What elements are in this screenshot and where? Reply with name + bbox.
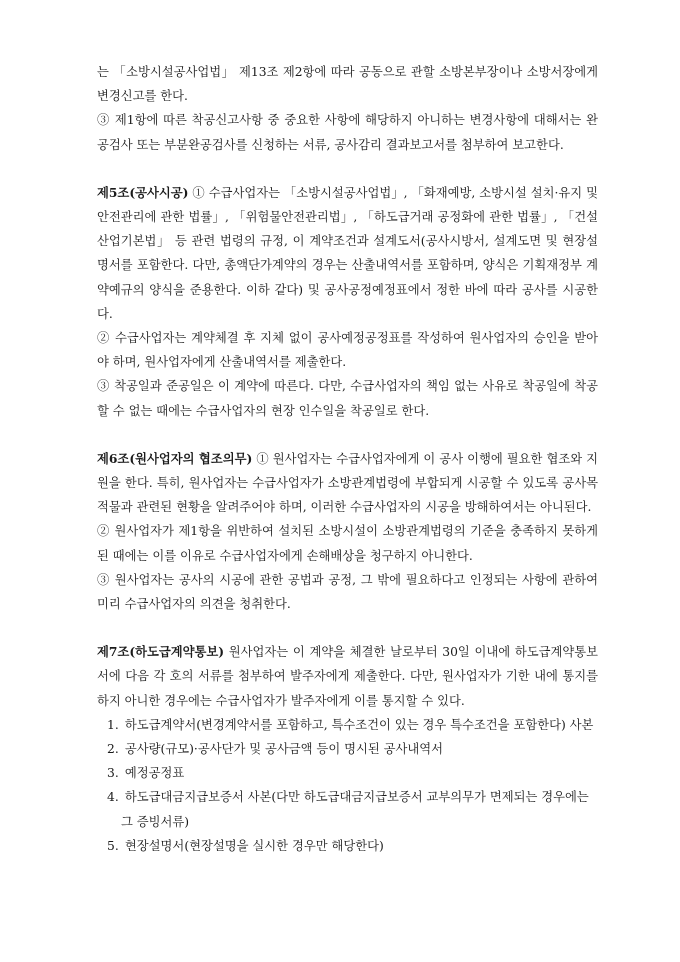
article-5 <box>97 181 598 423</box>
article-6 <box>97 447 598 616</box>
list-item-number: 4. <box>107 790 119 805</box>
article-5-heading: 제5조(공사시공) <box>97 184 189 200</box>
list-item-text: 하도급계약서(변경계약서를 포함하고, 특수조건이 있는 경우 특수조건을 포함한다) 사본 <box>124 717 594 732</box>
intro-paragraph-2: ③ 제1항에 따른 착공신고사항 중 중요한 사항에 해당하지 아니하는 변경사항에 대해서는 완공검사 또는 부분완공검사를 신청하는 서류, 공사감리 결과보고서를 첨부하여 보고한다. <box>97 113 598 152</box>
list-item-number: 2. <box>107 742 119 757</box>
list-item <box>97 785 598 833</box>
article-6-heading: 제6조(원사업자의 협조의무) <box>97 450 253 466</box>
article-5-clause-2: ② 수급사업자는 계약체결 후 지체 없이 공사예정공정표를 작성하여 원사업자의 승인을 받아야 하며, 원사업자에게 산출내역서를 제출한다. <box>97 331 598 370</box>
list-item <box>97 737 598 761</box>
article-6-text-1: ① 원사업자는 수급사업자에게 이 공사 이행에 필요한 협조와 지원을 한다. 특히, 원사업자는 수급사업자가 소방관계법령에 부합되게 시공할 수 있도록 공사목적물과 관련된 현황을 알려주어야 하며, 이러한 수급사업자의 시공을 방해하여서는 아니된다. <box>97 451 598 515</box>
list-item <box>97 713 598 737</box>
article-6-clause-2: ② 원사업자가 제1항을 위반하여 설치된 소방시설이 소방관계법령의 기준을 충족하지 못하게 된 때에는 이를 이유로 수급사업자에게 손해배상을 청구하지 아니한다. <box>97 524 598 563</box>
article-7-text: 원사업자는 이 계약을 체결한 날로부터 30일 이내에 하도급계약통보서에 다음 각 호의 서류를 첨부하여 발주자에게 제출한다. 다만, 원사업자가 기한 내에 통지를 하지 아니한 경우에는 수급사업자가 발주자에게 이를 통지할 수 있다. <box>97 645 598 708</box>
article-6-clause-1 <box>97 447 598 520</box>
list-item-text: 현장설명서(현장설명을 실시한 경우만 해당한다) <box>124 838 384 853</box>
list-item <box>97 761 598 785</box>
list-item-number: 1. <box>107 717 119 732</box>
intro-section <box>97 60 598 157</box>
article-7-body <box>97 640 598 713</box>
article-7-list <box>97 713 598 858</box>
list-item-number: 5. <box>107 838 119 853</box>
list-item-text: 공사량(규모)·공사단가 및 공사금액 등이 명시된 공사내역서 <box>124 742 444 757</box>
list-item-text: 예정공정표 <box>124 766 185 781</box>
list-item <box>97 834 598 858</box>
article-5-clause-1 <box>97 181 598 326</box>
intro-paragraph-1: 는 「소방시설공사업법」 제13조 제2항에 따라 공동으로 관할 소방본부장이나 소방서장에게 변경신고를 한다. <box>97 65 598 104</box>
article-5-clause-3: ③ 착공일과 준공일은 이 계약에 따른다. 다만, 수급사업자의 책임 없는 사유로 착공일에 착공할 수 없는 때에는 수급사업자의 현장 인수일을 착공일로 한다. <box>97 379 598 418</box>
article-6-clause-3: ③ 원사업자는 공사의 시공에 관한 공법과 공정, 그 밖에 필요하다고 인정되는 사항에 관하여 미리 수급사업자의 의견을 청취한다. <box>97 572 598 612</box>
article-5-text-1: ① 수급사업자는 「소방시설공사업법」, 「화재예방, 소방시설 설치·유지 및 안전관리에 관한 법률」, 「위험물안전관리법」, 「하도급거래 공정화에 관한 법률」, 「건설산업기본법」 등 관련 법령의 규정, 이 계약조건과 설계도서(공사시방서, 설계도면 및 현장설명서를 포함한다. 다만, 총액단가계약의 경우는 산출내역서를 포함하며, 양식은 기획재정부 계약예규의 양식을 준용한다. 이하 같다) 및 공사공정예정표에서 정한 바에 따라 공사를 시공한다. <box>97 185 598 321</box>
article-7-heading: 제7조(하도급계약통보) <box>97 644 225 660</box>
list-item-number: 3. <box>107 766 119 781</box>
article-7 <box>97 640 598 858</box>
list-item-text: 하도급대금지급보증서 사본(다만 하도급대금지급보증서 교부의무가 면제되는 경우에는 그 증빙서류) <box>121 790 589 829</box>
